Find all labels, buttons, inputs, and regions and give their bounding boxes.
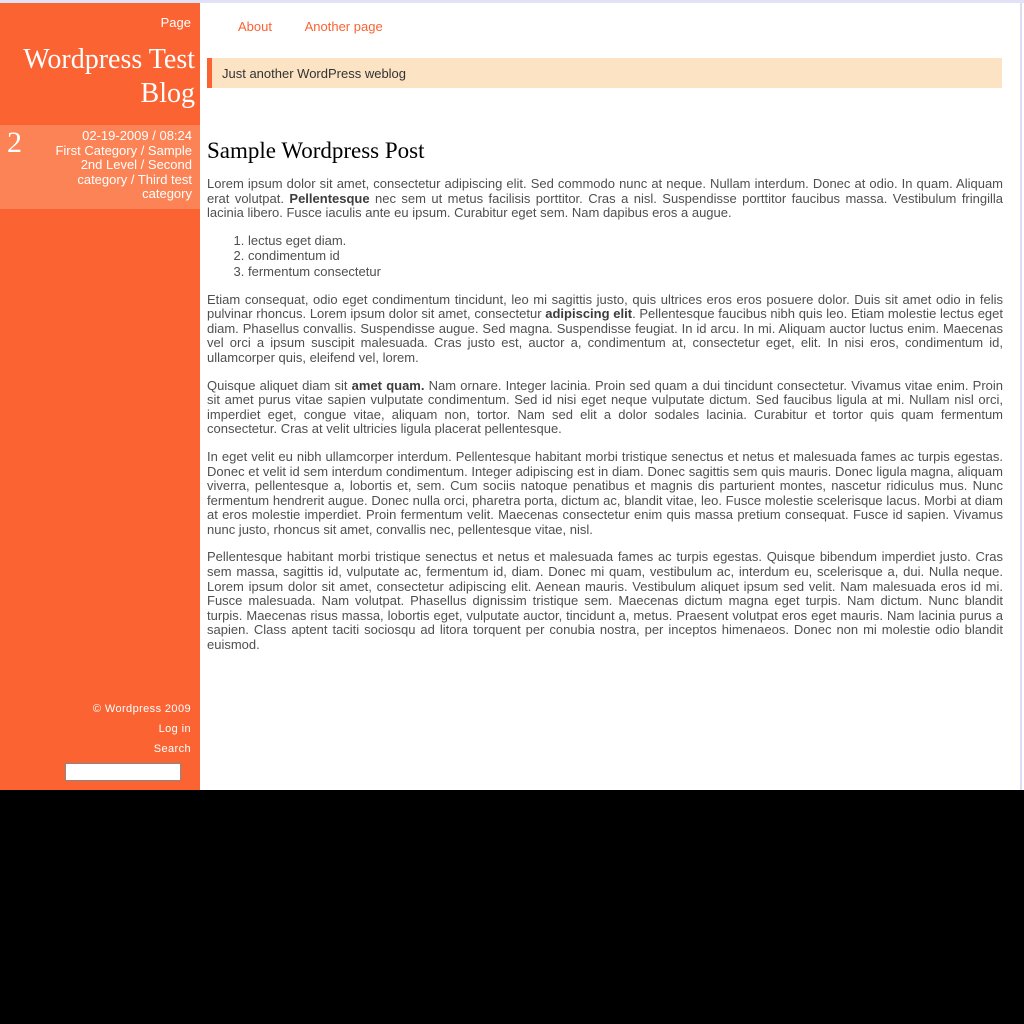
post-body (207, 177, 1003, 653)
post-categories: First Category / Sample 2nd Level / Second category / Third test category (55, 142, 192, 201)
post-paragraph: Pellentesque habitant morbi tristique senectus et netus et malesuada fames ac turpis egestas. Quisque bibendum imperdiet justo. Cras sem massa, sagittis id, vulputate ac, fermentum id, diam. Donec mi quam, vestibulum ac, interdum eu, scelerisque a, dui. Nulla neque. Lorem ipsum dolor sit amet, consectetur adipiscing elit. Aenean mauris. Vestibulum aliquet ipsum sed velit. Nam malesuada eros id mi. Fusce malesuada. Nam volutpat. Phasellus dignissim tristique sem. Maecenas dictum magna eget turpis. Nam dictum. Nunc blandit turpis. Maecenas risus massa, lobortis eget, vulputate auctor, tincidunt a, metus. Praesent volutpat eros eget mauris. Nam lacinia purus a sapien. Class aptent taciti sociosqu ad litora torquent per conubia nostra, per inceptos himenaeos. Donec non mi molestie odio blandit euismod. (207, 549, 1003, 653)
sidebar-link-page[interactable]: Page (160, 15, 191, 30)
post-comment-count: 2 (7, 126, 22, 159)
post-meta-box (0, 125, 200, 209)
search-label[interactable]: Search (153, 743, 191, 755)
top-navigation (200, 3, 1020, 34)
post-paragraph: Lorem ipsum dolor sit amet, consectetur adipiscing elit. Sed commodo nunc at neque. Nullam interdum. Donec at odio. In quam. Aliquam erat volutpat. Pellentesque nec sem ut metus facilisis porttitor. Cras a nisl. Suspendisse porttitor faucibus massa. Vestibulum fringilla lacinia libero. Fusce iaculis ante eu ipsum. Curabitur eget sem. Nam dapibus eros a augue. (207, 176, 1003, 221)
screen-bottom-black-area (0, 790, 1024, 1024)
post-date: 02-19-2009 / 08:24 (82, 128, 192, 143)
post-title: Sample Wordpress Post (207, 138, 425, 163)
list-item: 1. lectus eget diam. (248, 234, 1003, 249)
post-paragraph: Quisque aliquet diam sit amet quam. Nam ornare. Integer lacinia. Proin sed quam a dui tincidunt consectetur. Vivamus vitae enim. Proin sit amet purus vitae sapien vulputate condimentum. Sed id nisi eget neque vulputate dictum. Sed faucibus ligula at mi. Nullam nisl orci, imperdiet eget, congue vitae, aliquam non, tortor. Nam sed elit a dolor sodales lacinia. Curabitur et tortor quis quam fermentum consectetur. Cras at velit ultricies ligula placerat pellentesque. (207, 377, 1003, 437)
nav-link-about[interactable]: About (238, 19, 272, 34)
sidebar (0, 2, 200, 790)
post-paragraph: In eget velit eu nibh ullamcorper interdum. Pellentesque habitant morbi tristique senectus et netus et malesuada fames ac turpis egestas. Donec et velit id sem interdum condimentum. Integer adipiscing est in diam. Donec sagittis sem quis mauris. Donec ligula magna, aliquam viverra, pellentesque a, lobortis et, sem. Cum sociis natoque penatibus et magnis dis parturient montes, nascetur ridiculus mus. Nunc fermentum hendrerit augue. Donec nulla orci, pharetra porta, dictum ac, blandit vitae, leo. Fusce molestie scelerisque lacus. Morbi at diam at eros molestie imperdiet. Proin fermentum velit. Maecenas consectetur enim quis massa pretium consequat. Fusce id sapien. Vivamus nunc justo, rhoncus sit amet, convallis nec, pellentesque vitae, nisl. (207, 448, 1003, 537)
sidebar-footer (0, 703, 200, 790)
sidebar-spacer (0, 209, 200, 704)
right-edge-line (1020, 3, 1022, 790)
post-ordered-list (248, 234, 1003, 280)
post-meta-text (34, 129, 192, 202)
list-item: 3. fermentum consectetur (248, 265, 1003, 280)
post-paragraph: Etiam consequat, odio eget condimentum tincidunt, leo mi sagittis justo, quis ultrices eros eros posuere dolor. Duis sit amet odio in felis pulvinar rhoncus. Lorem ipsum dolor sit amet, consectetur adipiscing elit. Pellentesque faucibus nibh quis leo. Etiam molestie lectus eget diam. Phasellus convallis. Suspendisse augue. Sed magna. Suspendisse feugiat. In id arcu. In mi. Aliquam auctor luctus enim. Maecenas vel orci a ipsum suscipit malesuada. Cras justo est, auctor a, condimentum at, consectetur eget, elit. In nisi eros, condimentum id, ullamcorper quis, eleifend vel, lorem. (207, 291, 1003, 365)
login-link[interactable]: Log in (158, 723, 191, 735)
search-input[interactable] (65, 763, 181, 781)
main-content (200, 3, 1020, 790)
nav-link-another-page[interactable]: Another page (304, 19, 383, 34)
copyright-text: © Wordpress 2009 (92, 703, 191, 715)
list-item: 2. condimentum id (248, 249, 1003, 264)
blog-title[interactable]: Wordpress Test Blog (23, 44, 195, 109)
top-edge-strip (0, 0, 1024, 3)
blog-tagline: Just another WordPress weblog (207, 58, 1002, 88)
